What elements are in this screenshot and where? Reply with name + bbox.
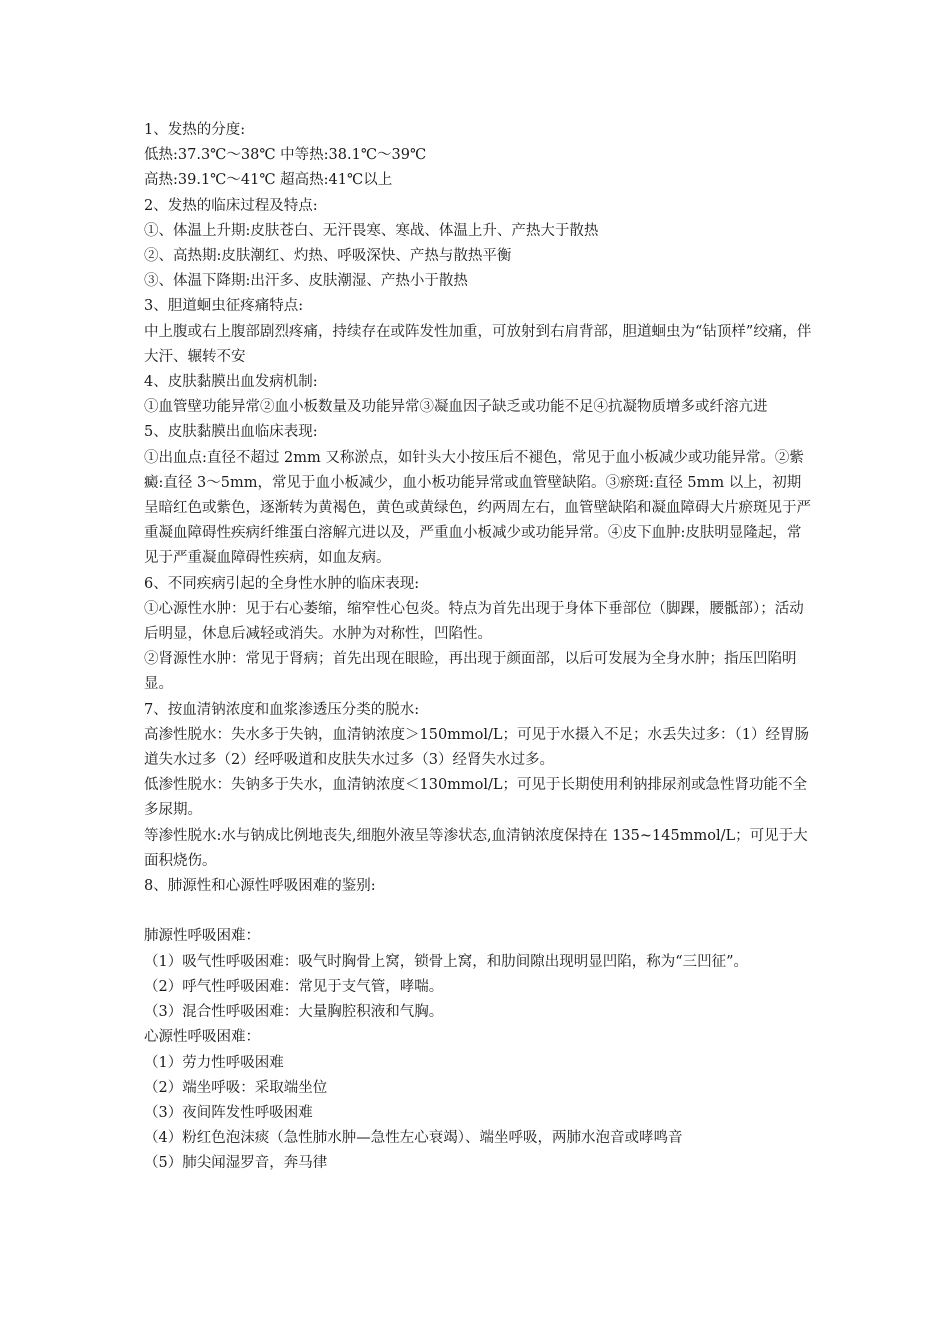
paragraph: ①出血点:直径不超过 2mm 又称淤点，如针头大小按压后不褪色，常见于血小板减少或功能异常。②紫癜:直径 3～5mm，常见于血小板减少，血小板功能异常或血管壁缺陷。③瘀斑:直径 5mm 以上，初期呈暗红色或紫色，逐渐转为黄褐色，黄色或黄绿色，约两周左右，血管壁缺陷和凝血障碍大片瘀斑见于严重凝血障碍性疾病纤维蛋白溶解亢进以及，严重血小板减少或功能异常。④皮下血肿:皮肤明显隆起，常见于严重凝血障碍性疾病，如血友病。 bbox=[144, 449, 811, 567]
text-line: ①、体温上升期:皮肤苍白、无汗畏寒、寒战、体温上升、产热大于散热 bbox=[144, 222, 599, 239]
list-item: （1）吸气性呼吸困难：吸气时胸骨上窝，锁骨上窝，和肋间隙出现明显凹陷，称为“三凹征”。 bbox=[144, 953, 749, 970]
text-line: ③、体温下降期:出汗多、皮肤潮湿、产热小于散热 bbox=[144, 273, 468, 290]
heading-edema: 6、不同疾病引起的全身性水肿的临床表现: bbox=[144, 575, 420, 592]
blank-line bbox=[144, 899, 814, 924]
list-item: （2）端坐呼吸：采取端坐位 bbox=[144, 1079, 328, 1096]
paragraph: ①心源性水肿：见于右心萎缩，缩窄性心包炎。特点为首先出现于身体下垂部位（脚踝，腰骶部）；活动后明显，休息后减轻或消失。水肿为对称性，凹陷性。 bbox=[144, 600, 804, 643]
heading-dyspnea: 8、肺源性和心源性呼吸困难的鉴别: bbox=[144, 878, 376, 895]
heading-fever-grades: 1、发热的分度: bbox=[144, 122, 246, 138]
list-item: （1）劳力性呼吸困难 bbox=[144, 1054, 284, 1071]
list-item: （3）夜间阵发性呼吸困难 bbox=[144, 1104, 313, 1121]
text-line: ②、高热期:皮肤潮红、灼热、呼吸深快、产热与散热平衡 bbox=[144, 248, 512, 265]
text-line: 高热:39.1℃～41℃ 超高热:41℃以上 bbox=[144, 172, 393, 189]
paragraph: ②肾源性水肿：常见于肾病；首先出现在眼睑，再出现于颜面部，以后可发展为全身水肿；指压凹陷明显。 bbox=[144, 651, 797, 693]
heading-bleeding-mechanism: 4、皮肤黏膜出血发病机制: bbox=[144, 374, 318, 391]
paragraph: 低渗性脱水：失钠多于失水，血清钠浓度＜130mmol/L；可见于长期使用利钠排尿剂或急性肾功能不全多尿期。 bbox=[144, 777, 808, 819]
heading-bleeding-manifestation: 5、皮肤黏膜出血临床表现: bbox=[144, 424, 318, 441]
paragraph: ①血管壁功能异常②血小板数量及功能异常③凝血因子缺乏或功能不足④抗凝物质增多或纤溶亢进 bbox=[144, 399, 768, 416]
paragraph: 中上腹或右上腹部剧烈疼痛，持续存在或阵发性加重，可放射到右肩背部，胆道蛔虫为“钻顶样”绞痛，伴大汗、辗转不安 bbox=[144, 323, 812, 365]
text-line: 低热:37.3℃～38℃ 中等热:38.1℃～39℃ bbox=[144, 147, 427, 164]
heading-fever-process: 2、发热的临床过程及特点: bbox=[144, 197, 318, 214]
paragraph: 等渗性脱水:水与钠成比例地丧失,细胞外液呈等渗状态,血清钠浓度保持在 135~145mmol/L；可见于大面积烧伤。 bbox=[144, 827, 808, 869]
list-item: （4）粉红色泡沫痰（急性肺水肿—急性左心衰竭）、端坐呼吸，两肺水泡音或哮鸣音 bbox=[144, 1130, 683, 1147]
heading-biliary-ascariasis: 3、胆道蛔虫征疼痛特点: bbox=[144, 298, 304, 315]
paragraph: 高渗性脱水：失水多于失钠，血清钠浓度＞150mmol/L；可见于水摄入不足；水丢失过多：（1）经胃肠道失水过多（2）经呼吸道和皮肤失水过多（3）经肾失水过多。 bbox=[144, 726, 810, 769]
list-item: （3）混合性呼吸困难：大量胸腔积液和气胸。 bbox=[144, 1004, 444, 1021]
subheading-pulmonary-dyspnea: 肺源性呼吸困难： bbox=[144, 928, 260, 945]
document-body bbox=[144, 118, 814, 1177]
heading-dehydration: 7、按血清钠浓度和血浆渗透压分类的脱水: bbox=[144, 701, 420, 718]
list-item: （2）呼气性呼吸困难：常见于支气管，哮喘。 bbox=[144, 978, 444, 995]
subheading-cardiac-dyspnea: 心源性呼吸困难： bbox=[144, 1029, 260, 1046]
list-item: （5）肺尖闻湿罗音，奔马律 bbox=[144, 1155, 328, 1172]
